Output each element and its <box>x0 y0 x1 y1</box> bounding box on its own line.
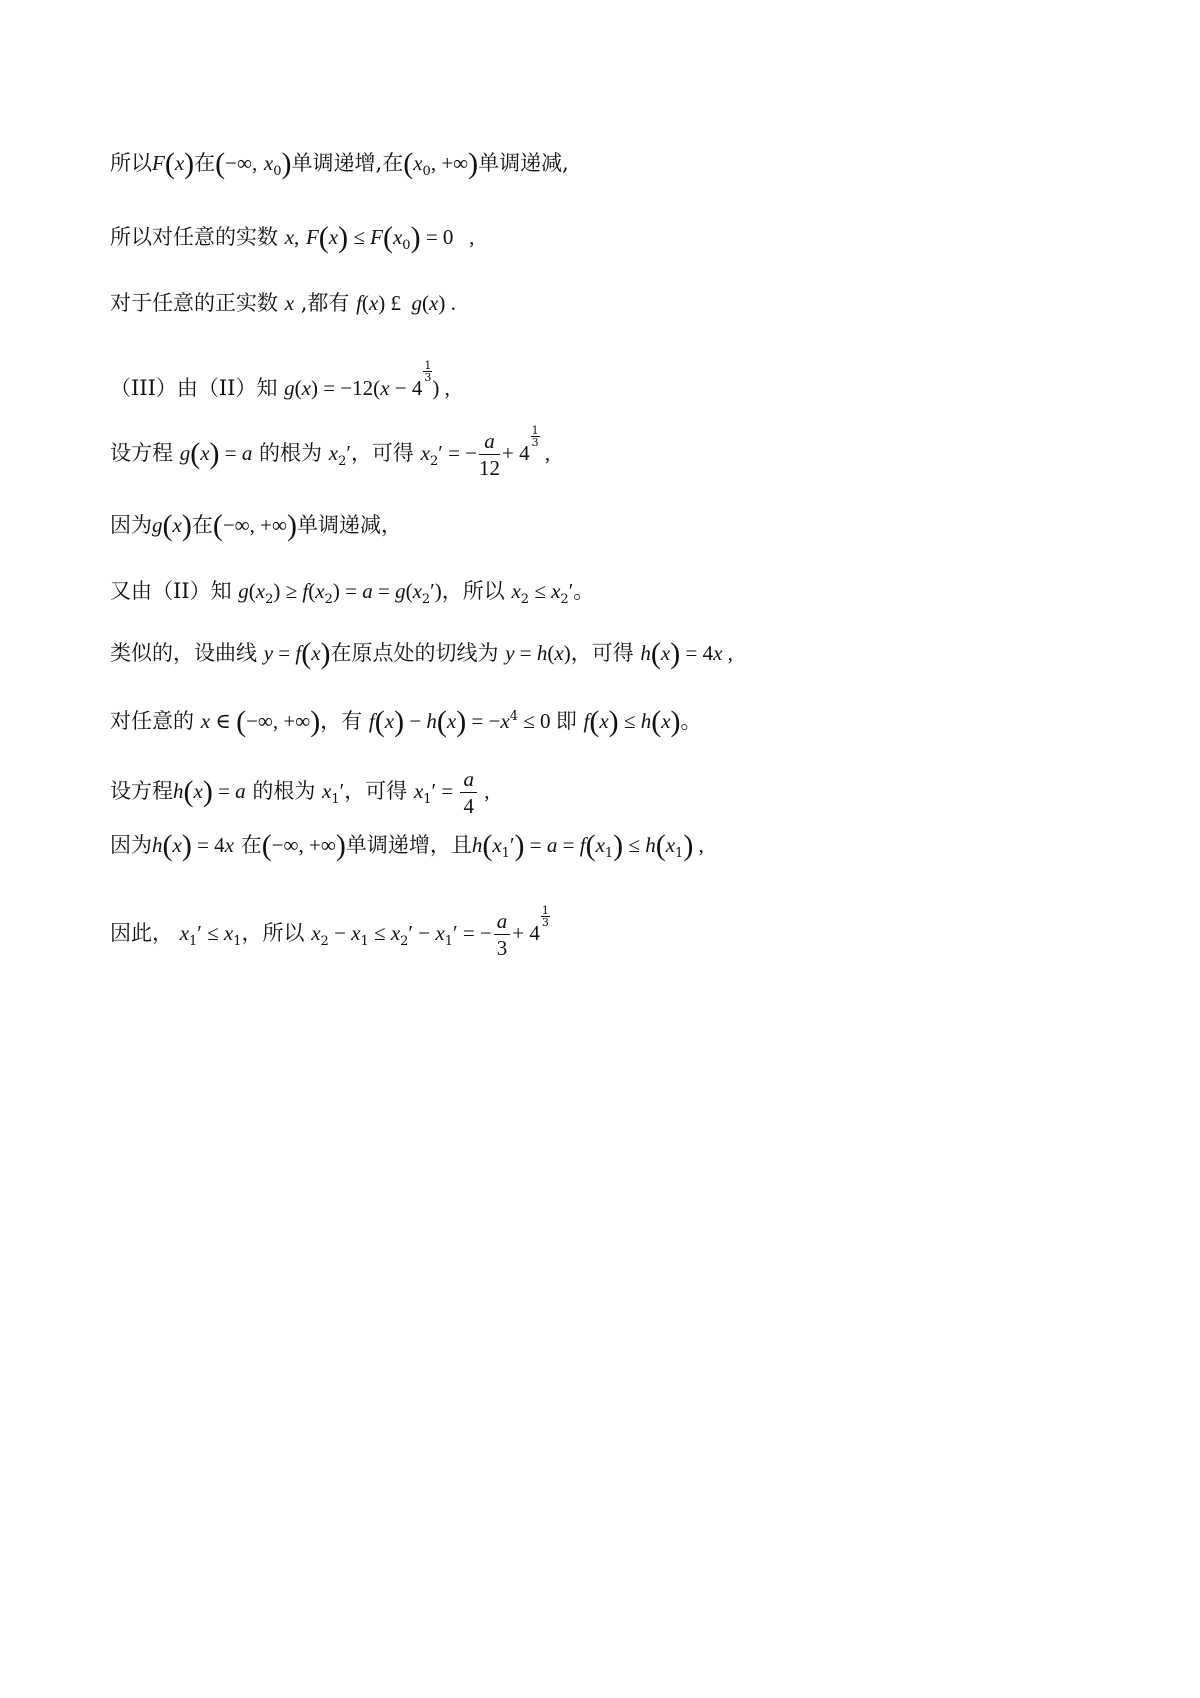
line-7: 又由（II）知 $g(x_2) \ge f(x_2) = a = g(x_2')$，所以 $x_2 \le x_2'$。 <box>110 579 595 608</box>
line-6: 因为g(x)在(−∞, +∞)单调递减， <box>110 509 402 542</box>
line-12: 因此， $x_1' \le x_1$，所以 $x_2 - x_1 \le x_2' - x_1'$ = − $\frac{a}{3}$ + 4 $\frac{1}{3}$ <box>110 904 549 960</box>
line-9: 对任意的 x ∈ (−∞, +∞)，有 $f(x) - h(x) = -x^4 \le 0$ 即 f(x) ≤ h(x)。 <box>110 705 702 738</box>
line-11: 因为h(x) = 4x 在(−∞, +∞)单调递增，且$h(x_1') = a = f(x_1) \le h(x_1)$ , <box>110 829 704 862</box>
line-2: 所以对任意的实数 x, $F(x) \le F(x_0) = 0$ , <box>110 221 475 254</box>
line-3: 对于任意的正实数 x ,都有 f(x) £ g(x) . <box>110 291 456 315</box>
line-5: 设方程 g(x) = a 的根为 $x_2'$，可得 $x_2'$ = − $\frac{a}{12}$ + 4 $\frac{1}{3}$ , <box>110 424 551 480</box>
line-1: 所以F(x)在(−∞, $x_0$)单调递增,在($x_0$, +∞)单调递减, <box>110 147 569 180</box>
line-8: 类似的，设曲线 y = f(x)在原点处的切线为 y = h(x)，可得 h(x) = 4x , <box>110 637 733 670</box>
line-10: 设方程h(x) = a 的根为 $x_1'$，可得 $x_1'$ = $\frac{a}{4}$ , <box>110 767 490 818</box>
line-4: （III）由（II）知 g(x) = −12(x − 4 $\frac{1}{3}$ ) , <box>110 359 450 400</box>
